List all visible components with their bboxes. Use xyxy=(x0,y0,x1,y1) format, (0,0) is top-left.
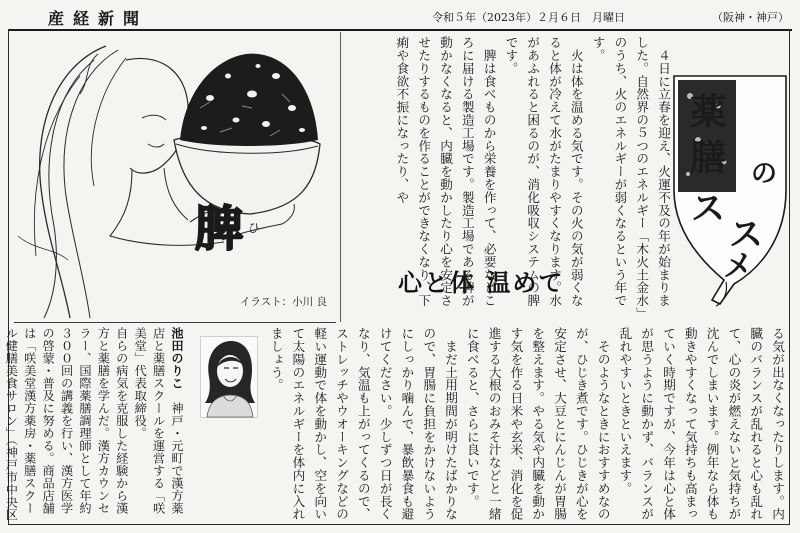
publication-date: 令和５年（2023年）２月６日 月曜日 xyxy=(432,11,625,24)
body-paragraph: ４日に立春を迎え、火運不及の年が始まりました。自然界の５つのエネルギー「木火土金水」のうち、火のエネルギーが弱くなるという年です。 xyxy=(590,36,671,314)
illustration-kanji-reading: ひ xyxy=(248,221,261,235)
illustration-kanji: 脾 xyxy=(195,201,244,257)
column-divider xyxy=(340,32,341,322)
body-paragraph: まだ土用期間が明けたばかりなので、胃腸に負担をかけないようにしっかり噛んで、暴飲暴食も避けてください。少しずつ日が長くなり、気温も上がってくるので、ストレッチやウオーキングなどの軽い運動で体を動かし、空を向いて太陽のエネルギーを体内に入れましょう。 xyxy=(268,327,459,521)
series-logo-char-1: 薬 xyxy=(689,91,727,133)
author-bio-intro: 神戸・元町で漢方薬店と薬膳スクールを運営する「咲美堂」代表取締役。 xyxy=(133,327,184,515)
author-name: 池田のりこ xyxy=(170,327,184,390)
article-body-lower xyxy=(268,327,788,523)
article-headline: 心と体 温めて xyxy=(398,269,565,297)
regional-edition: （阪神・神戸） xyxy=(712,11,789,24)
article-body-upper xyxy=(346,36,674,318)
series-logo-char-5: ス xyxy=(729,215,763,255)
body-paragraph: 脾は食べものから栄養を作って、必要なところに届ける製造工場です。製造工場である脾が動かなくなると、内臓を動かしたり心を安定させたりするものを作ることができなくなり、下痢や食欲不振になったり、や xyxy=(394,36,497,307)
illustration-credit: イラスト：小川 良 xyxy=(240,296,328,308)
author-bio xyxy=(4,327,186,523)
series-logo-char-2: 膳 xyxy=(689,137,727,179)
series-logo-char-4: ス xyxy=(691,189,725,229)
author-portrait xyxy=(200,336,258,418)
body-paragraph: る気が出なくなったりします。内臓のバランスが乱れると心も乱れて、心の炎が燃えないと気持ちが沈んでしまいます。例年なら体も動きやすくなって気持ちも高まっていく時期ですが、今年は心と体が思うように動かず、バランスが乱れやすいときといえます。 xyxy=(617,327,785,521)
series-logo-char-6: メ xyxy=(723,249,753,284)
bio-divider xyxy=(14,322,336,323)
body-paragraph: そのようなときにおすすめなのが、ひじき煮です。ひじきが心を安定させ、大豆とにんじんが胃腸を整えます。やる気や内臓を動かす気を作る日米や玄米、消化を促進する大根のおみそ汁などと一緒に食べると、さらに良いです。 xyxy=(464,327,611,521)
woman-with-bowl-illustration xyxy=(14,36,336,318)
series-logo xyxy=(668,70,792,310)
newspaper-masthead: 産経新聞 xyxy=(48,9,149,28)
body-paragraph: 火は体を温める気です。その火の気が弱くなると体が冷えて水がたまりやすくなります。水があふれると困るのが、消化吸収システムの脾です。 xyxy=(503,36,584,307)
series-logo-char-3: の xyxy=(750,159,778,189)
author-bio-text: 自らの病気を克服した経験から漢方と薬膳を学んだ。漢方カウンセラー、国際薬膳調理師として年約３００回の講義を行い、漢方医学の啓蒙・普及に努める。商品店舗は「咲美堂漢方薬房・薬膳スクール健膳美食サロン」（神戸市中央区 xyxy=(4,327,129,521)
